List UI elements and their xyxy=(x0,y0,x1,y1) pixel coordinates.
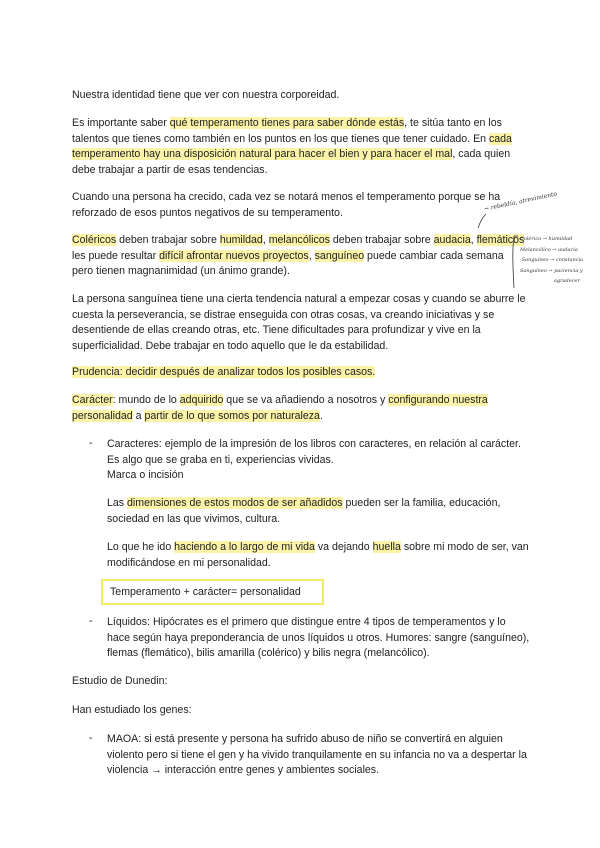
bullet-liquidos: Líquidos: Hipócrates es el primero que distingue entre 4 tipos de temperamentos y lo hace según haya preponderancia de unos líquidos u otros. Humores: sangre (sanguíneo), flemas (flemático), bilis amarilla (colérico) y bilis negra (melancólico). xyxy=(107,616,530,660)
text-run: puede cambiar cada semana pero tienen magnanimidad (un ánimo grande). xyxy=(72,249,504,278)
margin-note-line: Melancólico → audacia xyxy=(520,247,578,253)
text-run: a xyxy=(132,409,145,422)
paragraph-temperament-types xyxy=(72,233,527,280)
highlight: haciendo a lo largo de mi vida xyxy=(174,541,315,553)
text-run: , te sitúa tanto en los talentos que tienes como también en los puntos en los que tienes que tener cuidado. En xyxy=(72,117,502,145)
text-run: Lo que he ido xyxy=(107,541,175,553)
paragraph-prudence xyxy=(72,365,530,381)
text-run: , xyxy=(308,249,315,262)
paragraph-character xyxy=(72,393,530,424)
margin-note-top: → rebeldía, atrevimiento xyxy=(483,190,558,213)
handwritten-margin-notes xyxy=(470,190,595,295)
highlight: Carácter xyxy=(72,394,113,406)
margin-note-line: Colérico → humildad xyxy=(520,236,573,242)
arrow-stroke xyxy=(478,214,486,228)
text-run: deben trabajar sobre xyxy=(329,234,434,246)
text-run: , xyxy=(470,234,477,246)
highlight: humildad xyxy=(219,234,263,246)
bullet-marker: - xyxy=(89,437,93,449)
paragraph-genes: Han estudiado los genes: xyxy=(72,704,192,716)
paragraph-sanguine: La persona sanguínea tiene una cierta tendencia natural a empezar cosas y cuando se aburre le cuesta la perseverancia, se distrae enseguida con otras cosas, va creando iniciativas y se desentiende de ellas creando otras, etc. Tiene dificultades para profundizar y vive en la superficialidad. Debe trabajar en todo aquello que le da estabilidad. xyxy=(72,293,526,352)
text-run: les puede resultar xyxy=(72,249,160,262)
bracket-line xyxy=(513,236,514,288)
paragraph-growth: Cuando una persona ha crecido, cada vez se notará menos el temperamento porque se ha reforzado de esos puntos negativos de su temperamento. xyxy=(72,191,501,219)
highlight: adquirido xyxy=(179,394,224,406)
text-run: va dejando xyxy=(314,541,373,553)
highlight: difícil afrontar nuevos proyectos xyxy=(159,249,309,262)
formula-box: Temperamento + carácter= personalidad xyxy=(101,579,324,605)
text-run: Caracteres: ejemplo de la impresión de los libros con caracteres, en relación al carácter. Es algo que se graba en ti, experiencias vividas. xyxy=(107,438,521,466)
highlight: huella xyxy=(372,541,401,553)
highlight: sanguíneo xyxy=(314,249,365,262)
margin-note-line: -Sanguíneo → constancia xyxy=(520,257,584,263)
paragraph-temperament-importance xyxy=(72,116,530,178)
text-run: que se va añadiendo a nosotros y xyxy=(223,394,389,406)
text-run: pueden ser la familia, educación, sociedad en las que vivimos, cultura. xyxy=(107,497,501,525)
margin-note-line: agradecer xyxy=(554,278,580,284)
highlight: dimensiones de estos modos de ser añadidos xyxy=(127,497,343,509)
text-run: sobre mi modo de ser, van modificándose en mi personalidad. xyxy=(107,541,529,569)
highlight: audacia xyxy=(433,234,471,246)
bullet-caracteres xyxy=(107,437,531,484)
highlight: melancólicos xyxy=(268,234,330,246)
text-run: : mundo de lo xyxy=(112,394,180,406)
paragraph-life-trace xyxy=(107,540,531,571)
bullet-marker: - xyxy=(89,732,93,744)
text-run: deben trabajar sobre xyxy=(116,234,220,246)
bullet-maoa: MAOA: si está presente y persona ha sufrido abuso de niño se convertirá en alguien violento pero si tiene el gen y ha vivido tranquilamente en su infancia no va a despertar la violencia → interacción entre genes y ambientes sociales. xyxy=(107,733,527,777)
text-run: Marca o incisión xyxy=(107,469,184,482)
highlight: Coléricos xyxy=(72,234,117,246)
text-run: , xyxy=(262,234,269,246)
margin-note-line: Sanguíneo → paciencia y xyxy=(520,268,583,274)
highlight: qué temperamento tienes para saber dónde estás xyxy=(169,117,405,129)
text-run: , cada quien debe trabajar a partir de esas tendencias. xyxy=(72,148,511,176)
highlight: Prudencia: decidir después de analizar todos los posibles casos. xyxy=(72,366,376,378)
highlight: partir de lo que somos por naturaleza xyxy=(144,409,320,422)
bullet-marker: - xyxy=(89,615,93,627)
highlight: configurando nuestra personalidad xyxy=(72,394,488,422)
text-run: . xyxy=(319,409,323,422)
text-run: Las xyxy=(107,497,128,509)
highlight: flemáticos xyxy=(476,234,525,246)
highlight: cada temperamento hay una disposición natural para hacer el bien y para hacer el mal xyxy=(72,132,512,161)
text-run: Es importante saber xyxy=(72,117,170,129)
paragraph-dimensions xyxy=(107,496,531,527)
paragraph-identity: Nuestra identidad tiene que ver con nuestra corporeidad. xyxy=(72,89,340,101)
paragraph-dunedin: Estudio de Dunedin: xyxy=(72,675,168,687)
